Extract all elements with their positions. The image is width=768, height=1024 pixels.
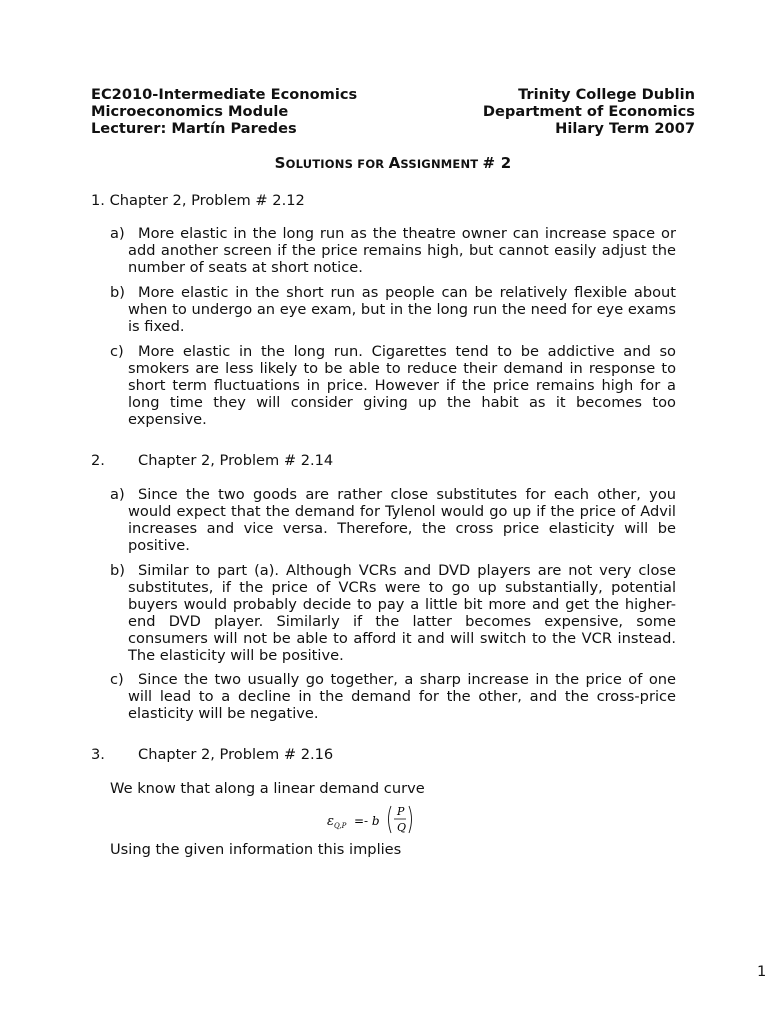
item-label: a) [110,225,125,242]
document-page [91,0,767,1024]
q3-heading: Chapter 2, Problem # 2.16 [138,746,334,763]
q2-heading-row [91,452,695,469]
right-paren [409,806,412,833]
lecturer: Lecturer: Martín Paredes [91,120,297,137]
course-code: EC2010-Intermediate Economics [91,86,358,103]
formula-epsilon: ε [327,814,334,829]
item-text: Since the two goods are rather close substitutes for each other, you would expect that the demand for Tylenol would go up if the price of Advil increases and vice versa. Therefore, the cross price elasticity will be positive. [128,486,676,554]
item-text: More elastic in the long run as the theatre owner can increase space or add another screen if the price remains high, but cannot easily adjust the number of seats at short notice. [128,225,676,276]
header-row-1 [91,86,695,103]
item-label: b) [110,284,125,301]
q1-item-b [110,284,676,335]
q3-number: 3. [91,746,105,763]
item-label: c) [110,671,124,688]
item-text: Since the two usually go together, a sharp increase in the price of one will lead to a decline in the demand for the other, and the cross-price elasticity will be negative. [128,671,676,722]
page-title: SOLUTIONS FOR ASSIGNMENT # 2 [274,154,512,172]
q3-line1: We know that along a linear demand curve [110,780,425,797]
formula-denominator: Q [397,821,407,834]
item-label: c) [110,343,124,360]
item-text: More elastic in the long run. Cigarettes tend to be addictive and so smokers are less likely to be able to reduce their demand in response to short term fluctuations in price. However if the price remains high for a long time they will consider giving up the habit as it becomes too expensive. [128,343,676,428]
item-label: a) [110,486,125,503]
q3-heading-row [91,746,695,763]
formula-numerator: P [397,805,405,818]
department: Department of Economics [482,103,695,120]
module-name: Microeconomics Module [91,103,289,120]
q2-heading: Chapter 2, Problem # 2.14 [138,452,334,469]
q1-item-c [110,343,676,428]
formula-equals-b: =- b [354,814,380,828]
header-row-2 [91,103,695,120]
term: Hilary Term 2007 [555,120,695,137]
formula-subscript: Q,P [334,822,347,830]
q2-item-c [110,671,676,722]
q2-item-b [110,562,676,664]
item-label: b) [110,562,125,579]
header-row-3 [91,120,695,137]
q1-item-a [110,225,676,276]
q2-item-a [110,486,676,554]
q1-heading: 1. Chapter 2, Problem # 2.12 [91,192,305,209]
item-text: More elastic in the short run as people can be relatively flexible about when to undergo an eye exam, but in the long run the need for eye exams is fixed. [128,284,676,335]
elasticity-formula [325,800,425,840]
q2-number: 2. [91,452,105,469]
institution: Trinity College Dublin [518,86,695,103]
item-text: Similar to part (a). Although VCRs and DVD players are not very close substitutes, if the price of VCRs were to go up substantially, potential buyers would probably decide to pay a little bit more and get the higher-end DVD player. Similarly if the latter becomes expensive, some consumers will not be able to afford it and will switch to the VCR instead. The elasticity will be positive. [128,562,676,664]
left-paren [389,806,392,833]
page-number: 1 [757,963,767,980]
q3-line2: Using the given information this implies [110,841,402,858]
